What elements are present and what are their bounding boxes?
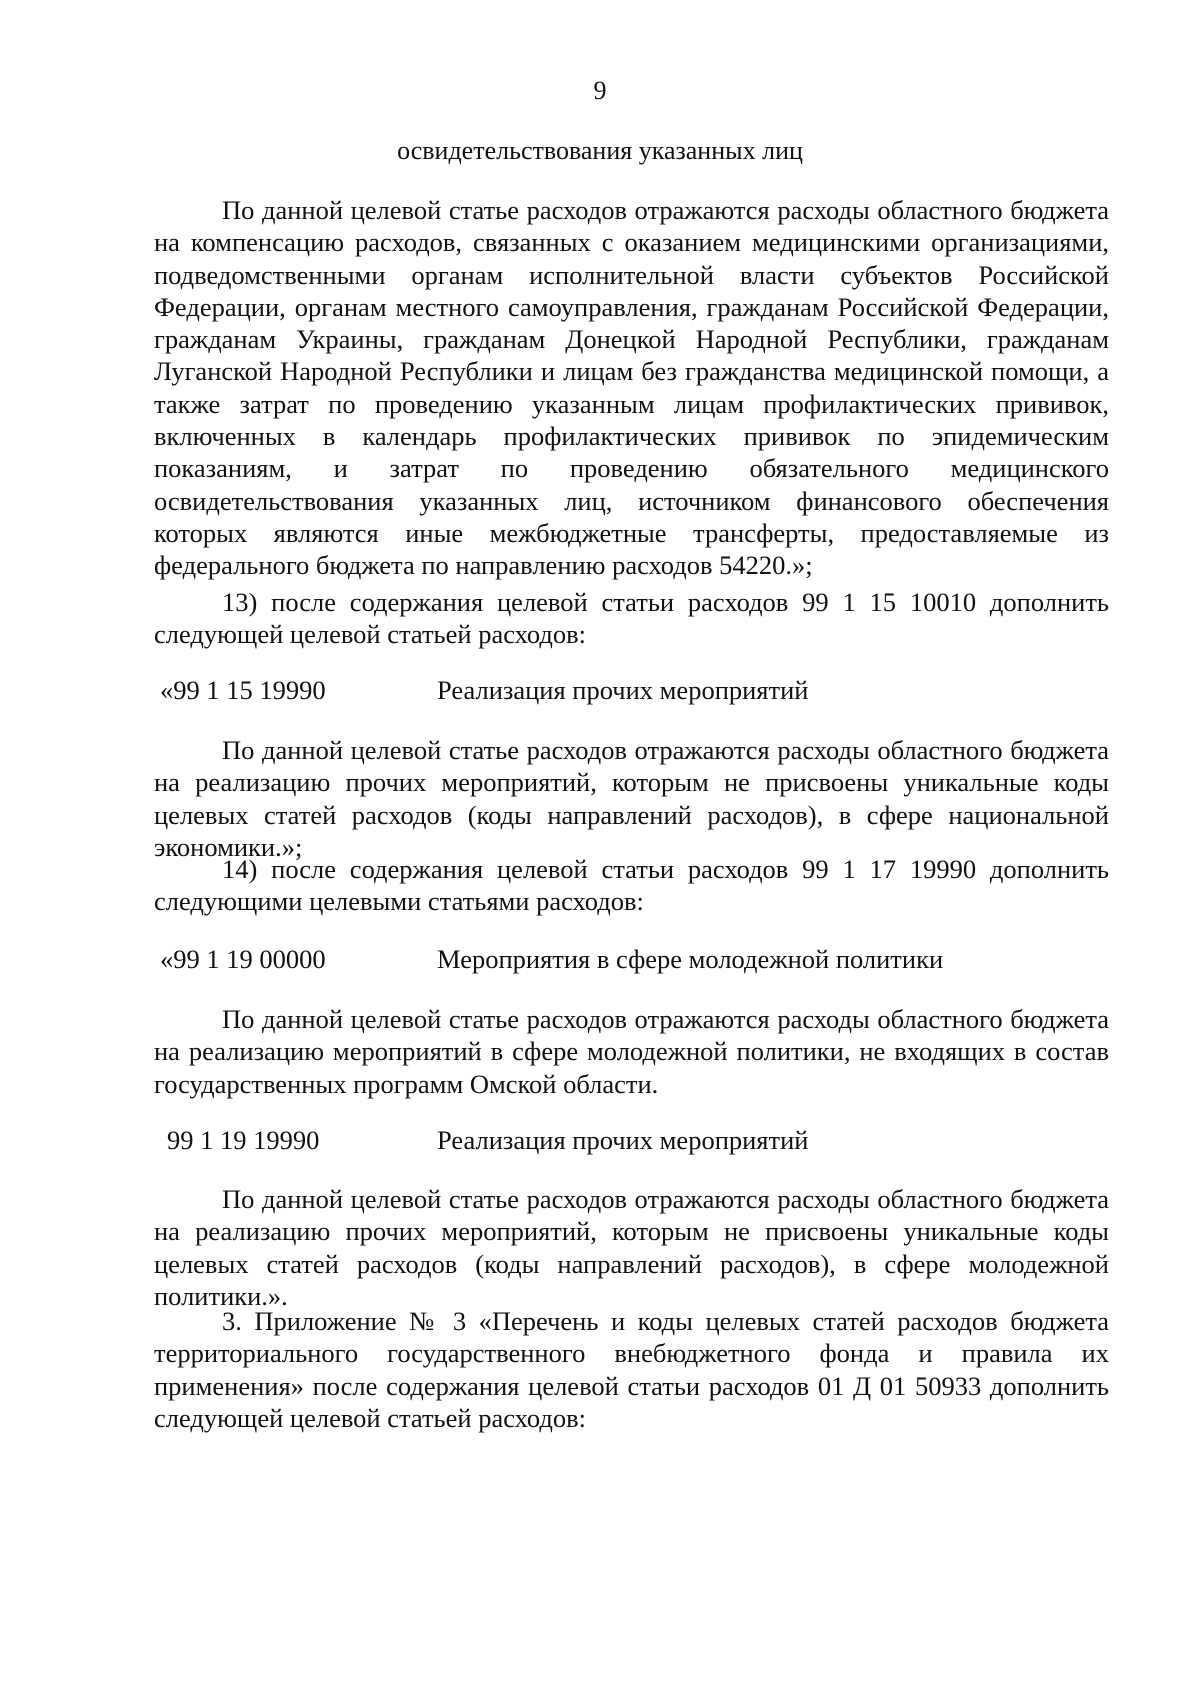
item-13: 13) после содержания целевой статьи расходов 99 1 15 10010 дополнить следующей целевой статьей расходов: <box>154 587 1109 650</box>
paragraph-national-economy: По данной целевой статье расходов отражаются расходы областного бюджета на реализацию прочих мероприятий, которым не присвоены уникальные коды целевых статей расходов (коды направлений расходов), в сфере национальной экономики.»; <box>154 735 1109 862</box>
paragraph-compensation-expenses: По данной целевой статье расходов отражаются расходы областного бюджета на компенсацию расходов, связанных с оказанием медицинскими организациями, подведомственными органам исполнительной власти субъектов Российской Федерации, органам местного самоуправления, гражданам Российской Федерации, гражданам Украины, гражданам Донецкой Народной Республики, гражданам Луганской Народной Республики и лицам без гражданства медицинской помощи, а также затрат по проведению указанным лицам профилактических прививок, включенных в календарь профилактических прививок по эпидемическим показаниям, и затрат по проведению обязательного медицинского освидетельствования указанных лиц, источником финансового обеспечения которых являются иные межбюджетные трансферты, предоставляемые из федерального бюджета по направлению расходов 54220.»; <box>154 195 1109 581</box>
paragraph-youth-policy: По данной целевой статье расходов отражаются расходы областного бюджета на реализацию мероприятий в сфере молодежной политики, не входящих в состав государственных программ Омской области. <box>154 1004 1109 1099</box>
paragraph-youth-policy-other: По данной целевой статье расходов отражаются расходы областного бюджета на реализацию прочих мероприятий, которым не присвоены уникальные коды целевых статей расходов (коды направлений расходов), в сфере молодежной политики.». <box>154 1184 1109 1311</box>
page-number: 9 <box>593 76 607 105</box>
code-title: Реализация прочих мероприятий <box>437 1125 809 1155</box>
item-3-appendix: 3. Приложение № 3 «Перечень и коды целевых статей расходов бюджета территориального государственного внебюджетного фонда и правила их применения» после содержания целевой статьи расходов 01 Д 01 50933 дополнить следующей целевой статьей расходов: <box>154 1306 1109 1433</box>
code-number: 99 1 19 19990 <box>167 1125 320 1155</box>
code-number: «99 1 15 19990 <box>160 675 326 705</box>
heading-continuation: освидетельствования указанных лиц <box>397 136 803 165</box>
code-number: «99 1 19 00000 <box>160 944 326 974</box>
code-entry-99-1-15-19990 <box>160 672 1060 708</box>
item-14: 14) после содержания целевой статьи расходов 99 1 17 19990 дополнить следующими целевыми статьями расходов: <box>154 854 1109 917</box>
code-entry-99-1-19-19990 <box>167 1122 1067 1158</box>
code-title: Мероприятия в сфере молодежной политики <box>437 944 944 974</box>
code-title: Реализация прочих мероприятий <box>437 675 809 705</box>
code-entry-99-1-19-00000 <box>160 941 1060 977</box>
